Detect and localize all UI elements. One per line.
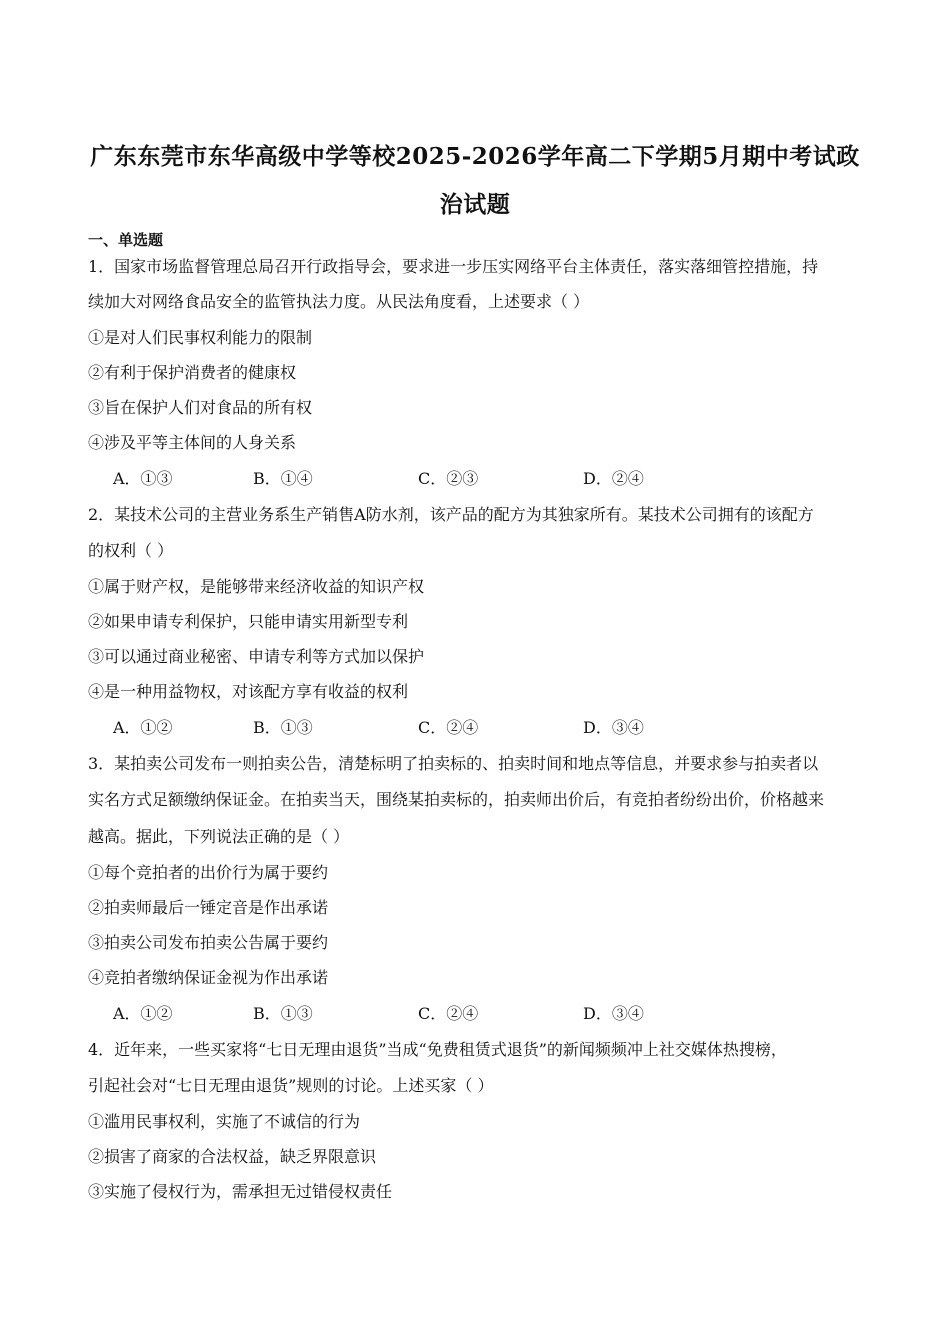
question-1-stem-line-1: 1．国家市场监督管理总局召开行政指导会，要求进一步压实网络平台主体责任，落实落细管控措施，持 (88, 257, 819, 276)
question-3-choices (113, 1001, 813, 1025)
choice-b: B．①④ (253, 469, 313, 488)
question-4-option: ③实施了侵权行为，需承担无过错侵权责任 (88, 1182, 393, 1201)
question-4-stem-line-2: 引起社会对“七日无理由退货”规则的讨论。上述买家（ ） (88, 1076, 494, 1095)
question-1-choices (113, 466, 813, 490)
choice-b: B．①③ (253, 1004, 313, 1023)
question-3-option: ②拍卖师最后一锤定音是作出承诺 (88, 898, 329, 917)
choice-a: A．①② (113, 718, 173, 737)
choice-d: D．②④ (583, 469, 644, 488)
question-3-stem-line-1: 3．某拍卖公司发布一则拍卖公告，清楚标明了拍卖标的、拍卖时间和地点等信息，并要求参与拍卖者以 (88, 754, 819, 773)
question-3-option: ③拍卖公司发布拍卖公告属于要约 (88, 933, 329, 952)
exam-title-line2: 治试题 (439, 191, 511, 218)
question-3-stem-line-3: 越高。据此，下列说法正确的是（ ） (88, 827, 350, 846)
question-2-choices (113, 715, 813, 739)
question-3-option: ①每个竞拍者的出价行为属于要约 (88, 863, 329, 882)
question-2-option: ①属于财产权，是能够带来经济收益的知识产权 (88, 577, 425, 596)
choice-d: D．③④ (583, 1004, 644, 1023)
choice-a: A．①③ (113, 469, 173, 488)
question-1-option: ①是对人们民事权利能力的限制 (88, 328, 313, 347)
choice-d: D．③④ (583, 718, 644, 737)
question-1-option: ④涉及平等主体间的人身关系 (88, 433, 297, 452)
question-2-stem-line-2: 的权利（ ） (88, 541, 174, 560)
question-4-option: ①滥用民事权利，实施了不诚信的行为 (88, 1112, 361, 1131)
choice-c: C．②④ (418, 1004, 479, 1023)
question-2-option: ②如果申请专利保护，只能申请实用新型专利 (88, 612, 409, 631)
exam-title-line1: 广东东莞市东华高级中学等校2025-2026学年高二下学期5月期中考试政 (90, 143, 860, 170)
question-1-option: ②有利于保护消费者的健康权 (88, 363, 297, 382)
question-1-option: ③旨在保护人们对食品的所有权 (88, 398, 313, 417)
question-2-stem-line-1: 2．某技术公司的主营业务系生产销售A防水剂，该产品的配方为其独家所有。某技术公司拥有的该配方 (88, 505, 814, 524)
question-3-option: ④竞拍者缴纳保证金视为作出承诺 (88, 968, 329, 987)
question-3-stem-line-2: 实名方式足额缴纳保证金。在拍卖当天，围绕某拍卖标的，拍卖师出价后，有竞拍者纷纷出价，价格越来 (88, 790, 825, 809)
choice-c: C．②③ (418, 469, 479, 488)
question-2-option: ④是一种用益物权，对该配方享有收益的权利 (88, 682, 409, 701)
choice-a: A．①② (113, 1004, 173, 1023)
choice-b: B．①③ (253, 718, 313, 737)
question-1-stem-line-2: 续加大对网络食品安全的监管执法力度。从民法角度看，上述要求（ ） (88, 292, 590, 311)
choice-c: C．②④ (418, 718, 479, 737)
question-4-option: ②损害了商家的合法权益，缺乏界限意识 (88, 1147, 377, 1166)
question-4-stem-line-1: 4．近年来，一些买家将“七日无理由退货”当成“免费租赁式退货”的新闻频频冲上社交媒体热搜榜， (88, 1040, 787, 1059)
question-2-option: ③可以通过商业秘密、申请专利等方式加以保护 (88, 647, 425, 666)
section-heading: 一、单选题 (88, 231, 164, 249)
